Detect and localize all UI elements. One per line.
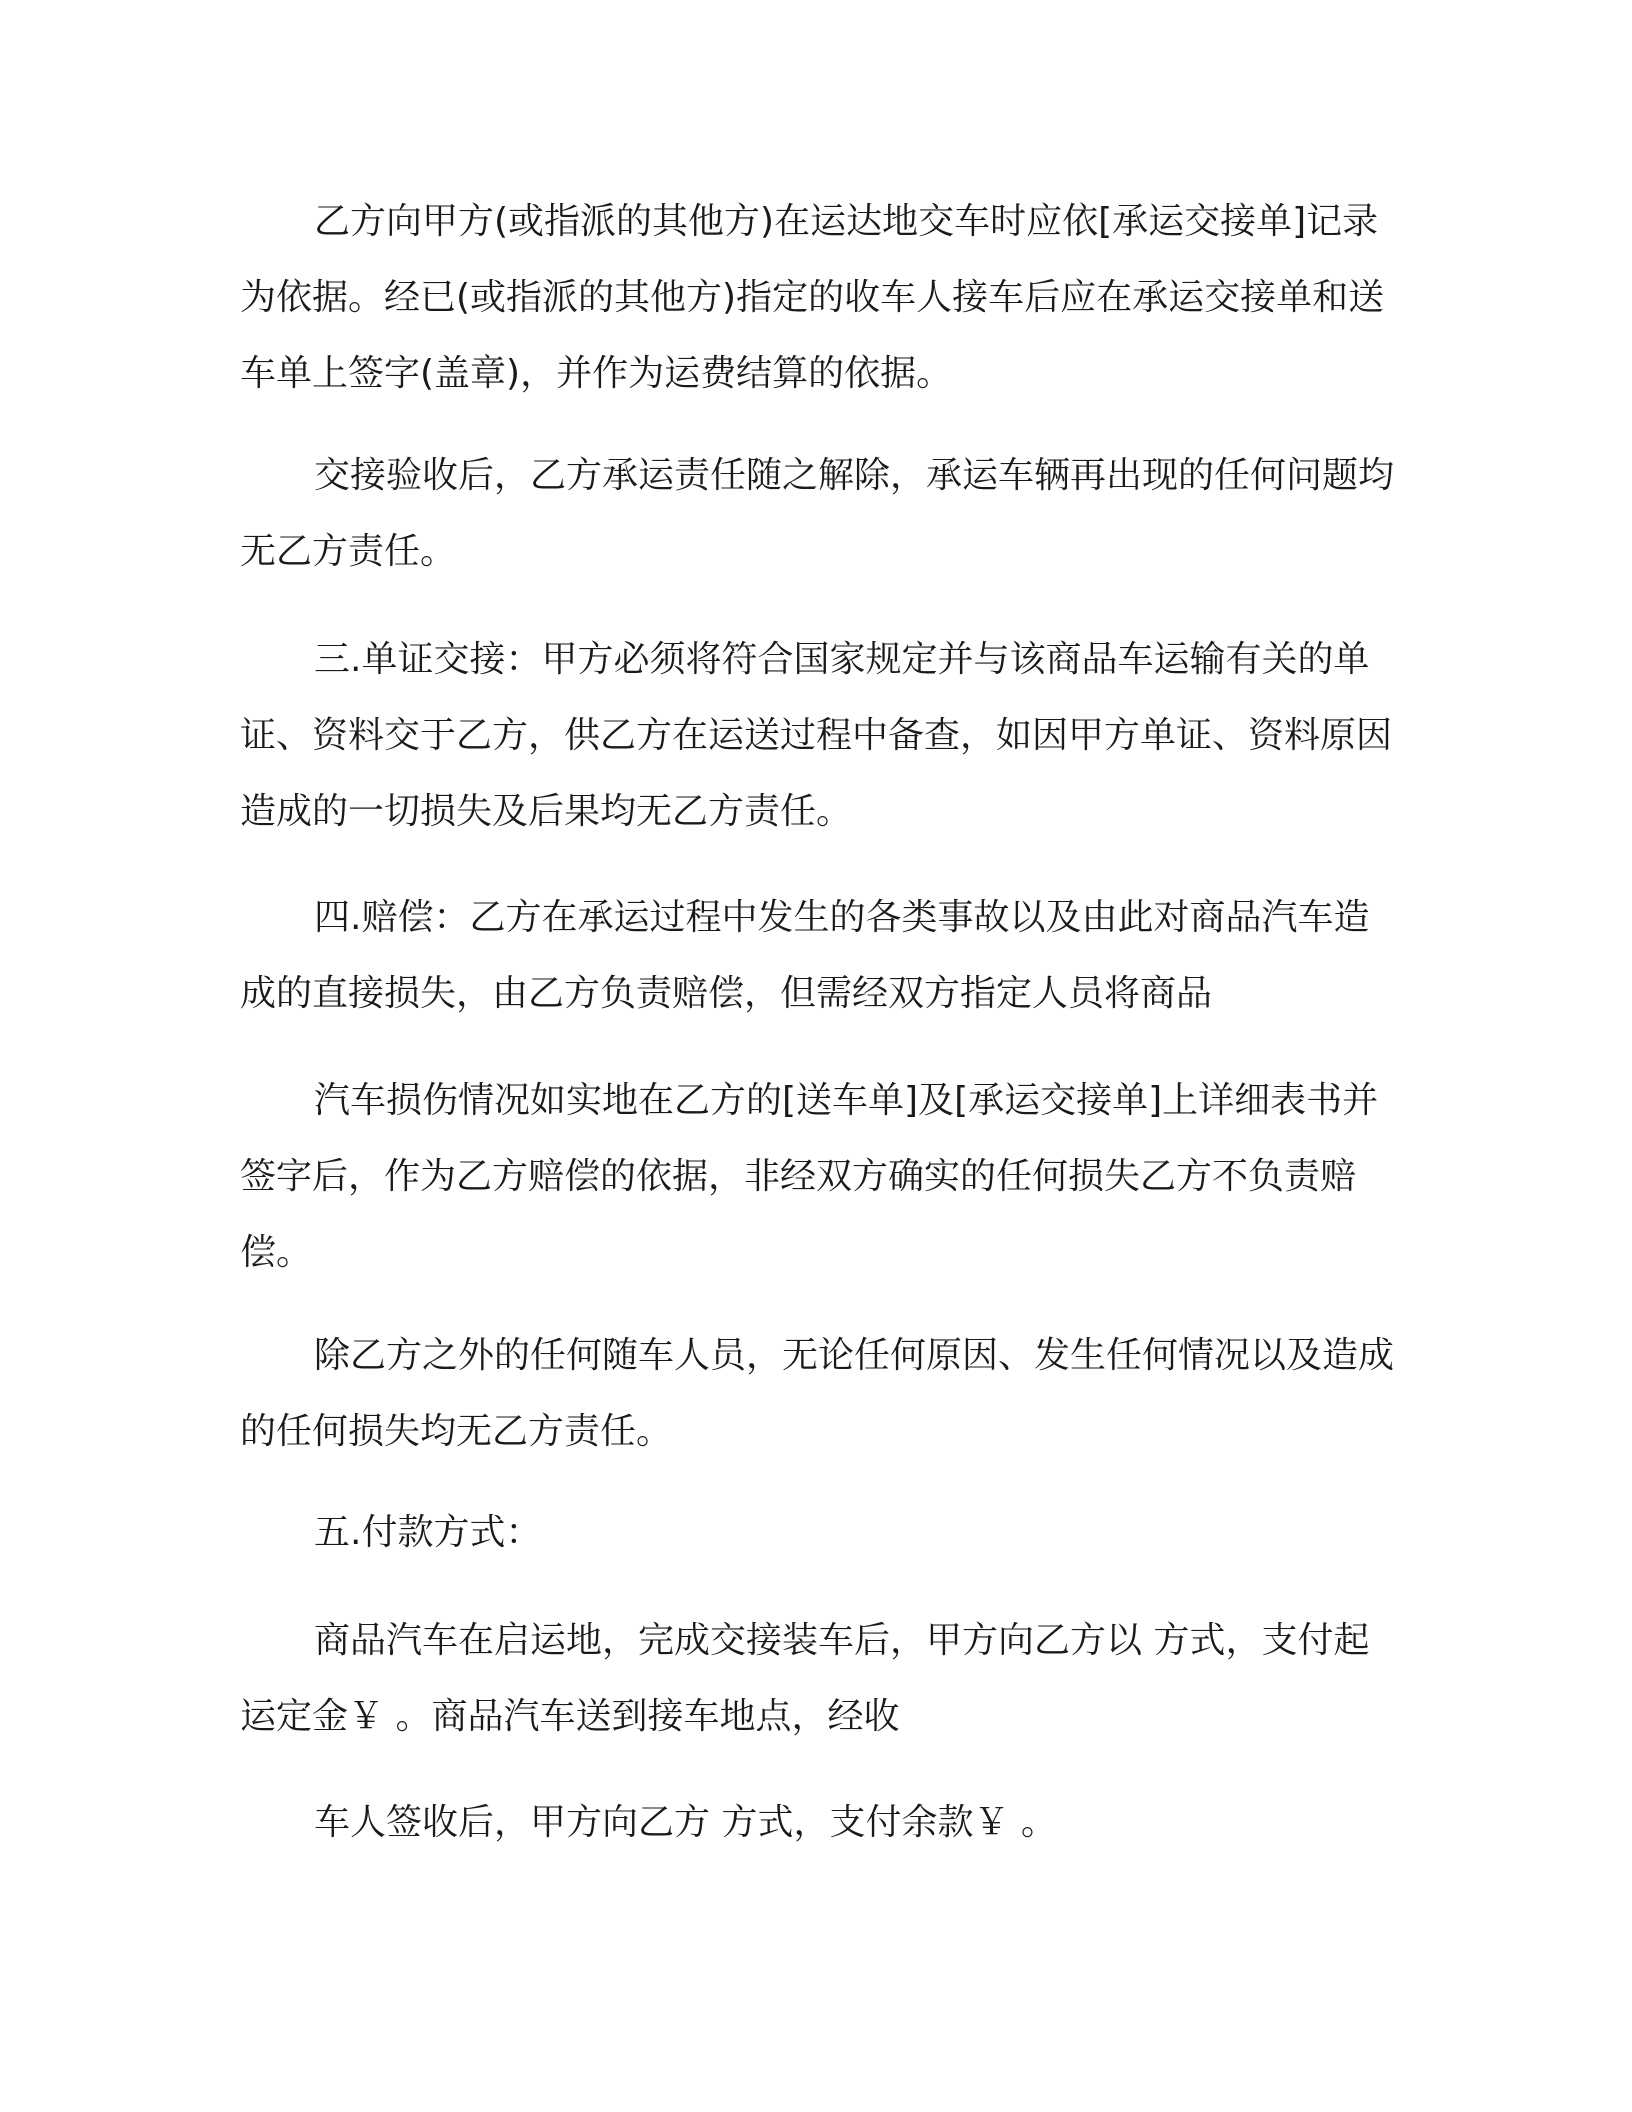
paragraph-balance-payment: 车人签收后，甲方向乙方 方式，支付余款￥ 。 [314, 1802, 1057, 1843]
paragraph-deposit-payment: 商品汽车在启运地，完成交接装车后，甲方向乙方以 方式，支付起运定金￥ 。商品汽车送到接车地点，经收 [240, 1620, 1370, 1737]
paragraph-payment-heading: 五.付款方式： [314, 1512, 542, 1553]
paragraph-compensation: 四.赔偿：乙方在承运过程中发生的各类事故以及由此对商品汽车造成的直接损失，由乙方负责赔偿，但需经双方指定人员将商品 [240, 897, 1370, 1014]
paragraph-damage-record: 汽车损伤情况如实地在乙方的[送车单]及[承运交接单]上详细表书并签字后，作为乙方赔偿的依据，非经双方确实的任何损失乙方不负责赔偿。 [240, 1080, 1379, 1273]
paragraph-escort-personnel: 除乙方之外的任何随车人员，无论任何原因、发生任何情况以及造成的任何损失均无乙方责任。 [240, 1335, 1395, 1452]
paragraph-document-handover: 三.单证交接：甲方必须将符合国家规定并与该商品车运输有关的单证、资料交于乙方，供乙方在运送过程中备查，如因甲方单证、资料原因造成的一切损失及后果均无乙方责任。 [240, 639, 1393, 832]
paragraph-responsibility-release: 交接验收后，乙方承运责任随之解除，承运车辆再出现的任何问题均无乙方责任。 [240, 455, 1395, 572]
paragraph-delivery-basis: 乙方向甲方(或指派的其他方)在运达地交车时应依[承运交接单]记录为依据。经已(或指派的其他方)指定的收车人接车后应在承运交接单和送车单上签字(盖章)，并作为运费结算的依据。 [240, 201, 1385, 394]
